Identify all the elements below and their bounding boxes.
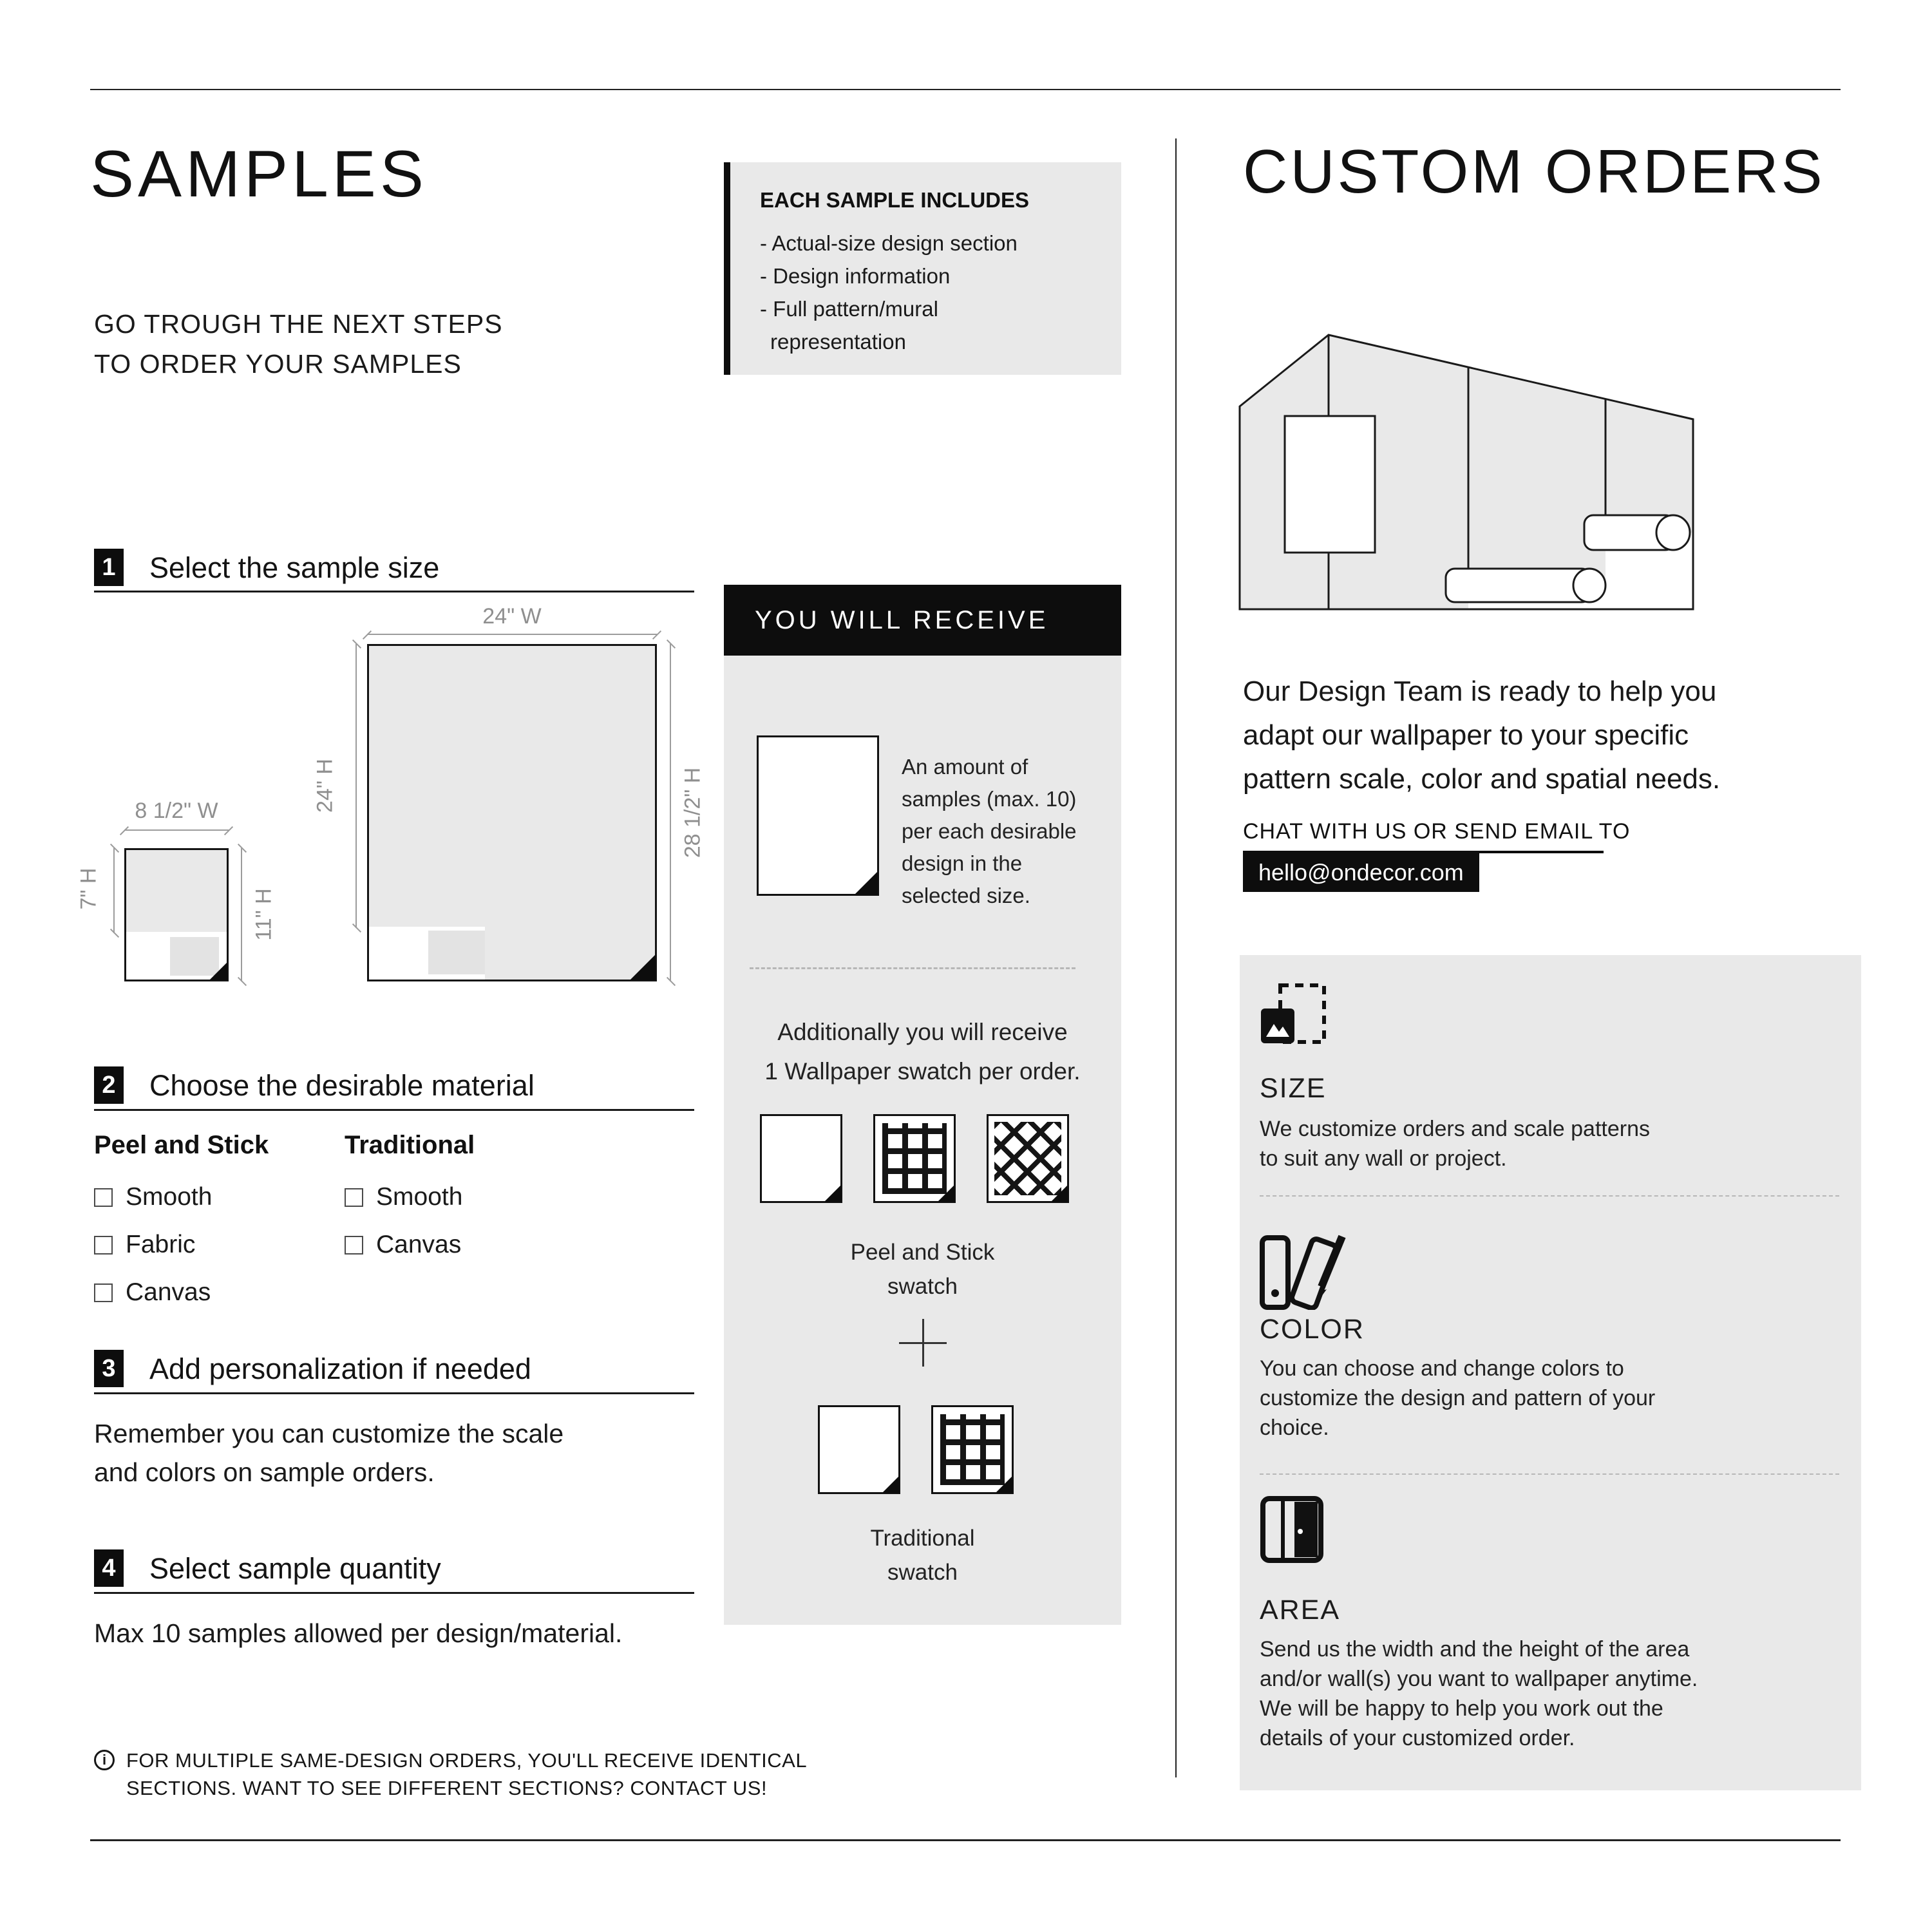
samples-subtitle	[94, 304, 503, 384]
additional-line: Additionally you will receive	[777, 1019, 1068, 1045]
step-2-title: Choose the desirable material	[149, 1069, 535, 1102]
dashed-divider	[750, 967, 1075, 969]
step-3-underline	[94, 1392, 694, 1394]
additional-note	[724, 1012, 1121, 1091]
step-3-badge: 3	[94, 1350, 124, 1387]
page-fold-icon	[824, 1185, 841, 1202]
dim-label-85w: 8 1/2" W	[135, 799, 218, 823]
material-option-label: Canvas	[126, 1278, 211, 1306]
step-2-underline	[94, 1109, 694, 1111]
material-option	[94, 1231, 269, 1259]
material-option	[94, 1278, 269, 1307]
dim-label-28h: 28 1/2" H	[680, 767, 705, 858]
page-fold-icon	[1051, 1185, 1068, 1202]
sample-large-thumb	[428, 931, 485, 974]
amount-line: samples (max. 10)	[902, 787, 1077, 811]
dim-line	[670, 644, 671, 981]
checkbox-peel-fabric[interactable]	[94, 1236, 113, 1255]
footer-note-line: SECTIONS. WANT TO SEE DIFFERENT SECTIONS? CONTACT US!	[126, 1777, 768, 1799]
includes-title: EACH SAMPLE INCLUDES	[760, 188, 1030, 212]
peel-swatch-label	[724, 1235, 1121, 1303]
dashed-divider	[1260, 1195, 1839, 1197]
peel-swatch-label-line: Peel and Stick	[850, 1240, 995, 1265]
sample-sheet-icon	[757, 735, 879, 896]
step-4-title: Select sample quantity	[149, 1552, 441, 1585]
feature-text-area	[1260, 1634, 1698, 1753]
top-rule	[90, 89, 1841, 90]
step-4-note: Max 10 samples allowed per design/material.	[94, 1618, 623, 1648]
swatch-plain-icon	[760, 1114, 842, 1203]
step-3-note-line: Remember you can customize the scale	[94, 1419, 564, 1448]
material-option	[345, 1231, 475, 1259]
checkbox-peel-canvas[interactable]	[94, 1283, 113, 1302]
bottom-rule	[90, 1839, 1841, 1841]
custom-intro-line: pattern scale, color and spatial needs.	[1243, 763, 1721, 795]
traditional-swatch-label	[724, 1521, 1121, 1589]
amount-line: design in the	[902, 851, 1023, 875]
custom-intro-line: Our Design Team is ready to help you	[1243, 676, 1717, 707]
feature-text-line: We will be happy to help you work out the	[1260, 1696, 1663, 1721]
dim-line	[355, 644, 357, 928]
checkbox-traditional-canvas[interactable]	[345, 1236, 363, 1255]
feature-text-line: We customize orders and scale patterns	[1260, 1117, 1650, 1141]
material-option	[345, 1183, 475, 1211]
amount-line: An amount of	[902, 755, 1028, 779]
checkbox-traditional-smooth[interactable]	[345, 1188, 363, 1207]
dashed-divider	[1260, 1473, 1839, 1475]
feature-text-line: and/or wall(s) you want to wallpaper anytime.	[1260, 1667, 1698, 1691]
area-icon	[1260, 1495, 1324, 1564]
color-icon	[1260, 1231, 1350, 1310]
feature-text-line: Send us the width and the height of the area	[1260, 1637, 1690, 1662]
traditional-swatch-label-line: swatch	[887, 1560, 958, 1585]
includes-box	[724, 162, 1121, 375]
sample-size-small[interactable]	[124, 848, 229, 981]
page-fold-icon	[938, 1185, 954, 1202]
step-3-note-line: and colors on sample orders.	[94, 1457, 435, 1487]
step-1-badge: 1	[94, 549, 124, 586]
feature-name-size: SIZE	[1260, 1073, 1327, 1104]
material-option-label: Canvas	[376, 1231, 462, 1258]
samples-subtitle-line: GO TROUGH THE NEXT STEPS	[94, 309, 503, 339]
feature-text-line: to suit any wall or project.	[1260, 1146, 1507, 1171]
material-title-traditional: Traditional	[345, 1131, 475, 1159]
footer-note-line: FOR MULTIPLE SAME-DESIGN ORDERS, YOU'LL RECEIVE IDENTICAL	[126, 1749, 808, 1772]
includes-item: - Design information	[760, 264, 951, 288]
includes-item: - Full pattern/mural representation	[760, 297, 938, 354]
email-chip-wrap	[1243, 853, 1479, 892]
page-fold-icon	[630, 954, 656, 980]
samples-title: SAMPLES	[90, 137, 428, 211]
dim-label-11h: 11" H	[251, 888, 276, 941]
material-column-peel	[94, 1131, 269, 1307]
chat-label: CHAT WITH US OR SEND EMAIL TO	[1243, 819, 1631, 844]
material-option-label: Fabric	[126, 1231, 196, 1258]
dim-line	[367, 634, 657, 635]
swatch-plain-icon	[818, 1405, 900, 1494]
checkbox-peel-smooth[interactable]	[94, 1188, 113, 1207]
feature-name-area: AREA	[1260, 1595, 1341, 1625]
custom-intro-line: adapt our wallpaper to your specific	[1243, 719, 1689, 751]
material-option-label: Smooth	[376, 1183, 463, 1211]
house-illustration	[1238, 334, 1695, 611]
dim-label-24h: 24" H	[312, 759, 337, 813]
amount-text	[902, 751, 1077, 912]
page-fold-icon	[882, 1476, 899, 1493]
receive-banner: YOU WILL RECEIVE	[724, 585, 1121, 656]
sample-size-large[interactable]	[367, 644, 657, 981]
step-1-underline	[94, 591, 694, 592]
dim-line	[124, 829, 229, 831]
material-option	[94, 1183, 269, 1211]
step-4-badge: 4	[94, 1549, 124, 1587]
info-icon: i	[94, 1750, 115, 1770]
crosshatch-pattern	[994, 1122, 1061, 1195]
footer-note	[94, 1747, 807, 1802]
material-title-peel: Peel and Stick	[94, 1131, 269, 1159]
additional-line: 1 Wallpaper swatch per order.	[764, 1058, 1081, 1084]
page-fold-icon	[855, 871, 878, 895]
dim-line	[241, 848, 242, 981]
custom-orders-title: CUSTOM ORDERS	[1243, 137, 1825, 206]
dim-label-7h: 7" H	[76, 867, 101, 910]
dim-label-24w: 24" W	[482, 604, 542, 629]
step-1-title: Select the sample size	[149, 551, 440, 584]
custom-intro	[1243, 670, 1720, 801]
feature-text-line: You can choose and change colors to	[1260, 1356, 1624, 1381]
step-3-note	[94, 1414, 564, 1492]
step-4-underline	[94, 1592, 694, 1594]
samples-subtitle-line: TO ORDER YOUR SAMPLES	[94, 349, 462, 379]
size-icon	[1260, 983, 1327, 1045]
amount-line: selected size.	[902, 884, 1030, 907]
swatch-crosshatch-icon	[987, 1114, 1069, 1203]
amount-line: per each desirable	[902, 819, 1077, 843]
feature-text-line: customize the design and pattern of your	[1260, 1386, 1656, 1410]
email-chip[interactable]: hello@ondecor.com	[1243, 853, 1479, 892]
column-divider	[1175, 138, 1177, 1777]
dim-line	[113, 848, 115, 933]
material-option-label: Smooth	[126, 1183, 213, 1211]
step-3-title: Add personalization if needed	[149, 1352, 531, 1385]
grid-pattern	[882, 1123, 947, 1194]
swatch-grid-icon	[873, 1114, 956, 1203]
feature-text-line: choice.	[1260, 1416, 1329, 1440]
traditional-swatch-label-line: Traditional	[870, 1526, 975, 1551]
peel-swatch-label-line: swatch	[887, 1274, 958, 1299]
includes-item: - Actual-size design section	[760, 231, 1018, 255]
page-fold-icon	[209, 962, 227, 980]
material-column-traditional	[345, 1131, 475, 1259]
feature-text-line: details of your customized order.	[1260, 1726, 1575, 1750]
feature-text-color	[1260, 1354, 1655, 1443]
grid-pattern	[940, 1414, 1005, 1485]
feature-text-size	[1260, 1114, 1650, 1173]
feature-name-color: COLOR	[1260, 1314, 1365, 1345]
swatch-grid-icon	[931, 1405, 1014, 1494]
page-fold-icon	[996, 1476, 1012, 1493]
plus-icon	[899, 1319, 947, 1367]
step-2-badge: 2	[94, 1066, 124, 1104]
